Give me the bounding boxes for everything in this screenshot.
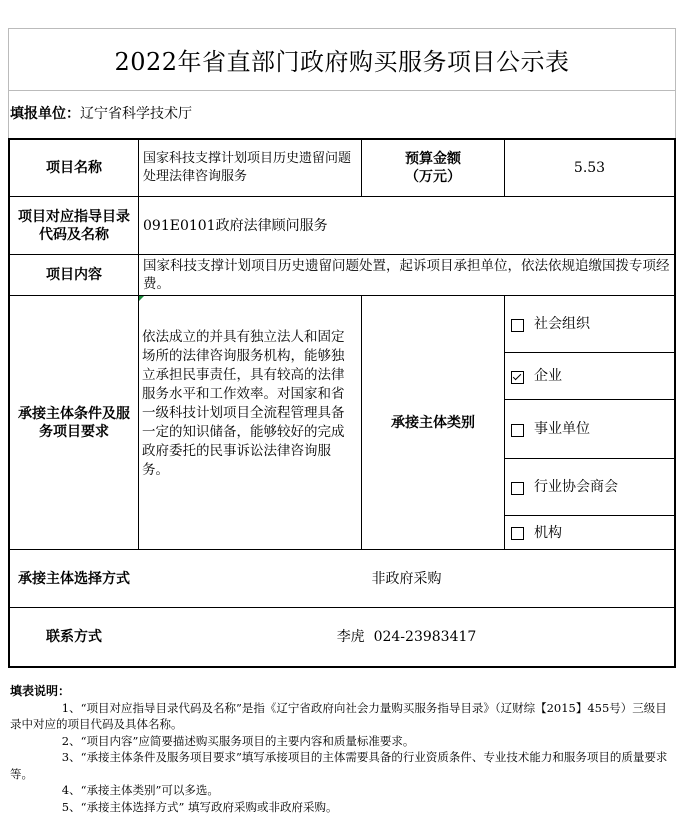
checkbox-icon[interactable]	[511, 527, 524, 540]
budget-value: 5.53	[573, 160, 606, 176]
note-item: 1、“项目对应指导目录代码及名称”是指《辽宁省政府向社会力量购买服务指导目录》（辽财综【2015】455号）三级目录中对应的项目代码及具体名称。	[10, 700, 667, 731]
entity-option-enterprise[interactable]	[505, 353, 674, 399]
filling-instructions	[10, 683, 675, 815]
selection-method-value: 非政府采购	[371, 570, 442, 587]
entity-option-label: 企业	[534, 368, 562, 384]
catalog-code-label: 项目对应指导目录代码及名称	[18, 208, 130, 243]
reporting-unit	[10, 98, 192, 128]
contact-value: 李虎 024-23983417	[336, 629, 477, 645]
conditions-value: 依法成立的并具有独立法人和固定场所的法律咨询服务机构，能够独立承担民事责任，具有较高的法律服务水平和工作效率。对国家和省一级科技计划项目全流程管理具备一定的知识储备，能够较好的完成政府委托的民事诉讼法律咨询服务。	[142, 329, 345, 478]
title-divider	[8, 90, 676, 91]
checkbox-icon[interactable]	[511, 319, 524, 332]
project-content-label: 项目内容	[46, 267, 102, 283]
entity-type-label: 承接主体类别	[391, 414, 475, 431]
reporting-unit-label: 填报单位：	[10, 106, 80, 122]
note-item: 5、“承接主体选择方式” 填写政府采购或非政府采购。	[61, 799, 338, 814]
catalog-code-value: 091E0101政府法律顾问服务	[143, 217, 328, 234]
table-line	[8, 666, 676, 668]
note-item: 3、“承接主体条件及服务项目要求”填写承接项目的主体需要具备的行业资质条件、专业技术能力和服务项目的质量要求等。	[10, 750, 668, 781]
entity-option-social-org[interactable]	[505, 296, 674, 352]
checked-checkbox-icon[interactable]	[511, 371, 524, 384]
entity-option-label: 行业协会商会	[534, 479, 618, 495]
entity-option-industry-association[interactable]	[505, 459, 674, 515]
checkbox-icon[interactable]	[511, 482, 524, 495]
frame-top	[8, 28, 676, 29]
project-name-label: 项目名称	[46, 160, 102, 176]
note-item: 4、“承接主体类别”可以多选。	[61, 783, 219, 797]
table-line	[674, 138, 676, 668]
checkbox-icon[interactable]	[511, 424, 524, 437]
entity-option-public-institution[interactable]	[505, 400, 674, 458]
note-item: 2、“项目内容”应简要描述购买服务项目的主要内容和质量标准要求。	[61, 733, 415, 748]
entity-option-label: 机构	[534, 524, 562, 541]
contact-label: 联系方式	[46, 629, 102, 645]
entity-option-label: 事业单位	[534, 421, 590, 437]
page-title: 2022年省直部门政府购买服务项目公示表	[114, 47, 570, 76]
selection-method-label: 承接主体选择方式	[18, 570, 130, 587]
budget-label: 预算金额 （万元）	[405, 151, 461, 185]
entity-option-agency[interactable]	[505, 516, 674, 549]
reporting-unit-value: 辽宁省科学技术厅	[80, 106, 192, 122]
project-content-value: 国家科技支撑计划项目历史遗留问题处置，起诉项目承担单位，依法依规追缴国拨专项经费。	[143, 258, 670, 292]
entity-option-label: 社会组织	[534, 316, 590, 332]
conditions-label: 承接主体条件及服务项目要求	[18, 405, 130, 440]
project-name-value: 国家科技支撑计划项目历史遗留问题处理法律咨询服务	[143, 151, 352, 184]
notes-heading: 填表说明：	[10, 684, 71, 698]
